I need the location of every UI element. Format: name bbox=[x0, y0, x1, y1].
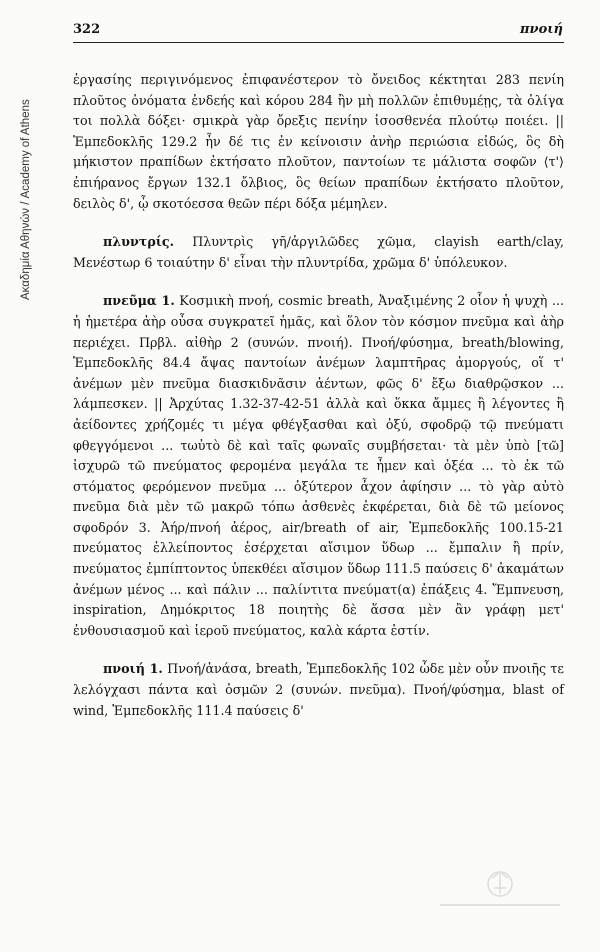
entry-lemma: πλυντρίς. bbox=[103, 234, 175, 250]
entry-pnoie bbox=[73, 659, 564, 721]
entry-body: Πλυντρὶς γῆ/ἀργιλῶδες χῶμα, clayish earth/clay, Μενέστωρ 6 τοιαύτην δ' εἶναι τὴν πλυντρίδα, χρῶμα δ' ὑπόλευκον. bbox=[73, 234, 564, 270]
entry-text bbox=[73, 232, 564, 273]
dictionary-body bbox=[73, 70, 564, 739]
entry-lemma: πνεῦμα 1. bbox=[103, 293, 175, 309]
header-rule bbox=[73, 42, 564, 43]
entry-continued bbox=[73, 70, 564, 214]
entry-plyntris bbox=[73, 232, 564, 273]
entry-text bbox=[73, 659, 564, 721]
entry-pneuma bbox=[73, 291, 564, 641]
entry-body: ἐργασίης περιγινόμενος ἐπιφανέστερον τὸ ὄνειδος κέκτηται 283 πενίη πλοῦτος ὀνόματα ἐνδεής καὶ κόρου 284 ἢν μὴ πολλῶν ἐπιθυμέῃς, τὰ ὀλίγα τοι πολλὰ δόξει· σμικρὰ γὰρ ὄρεξις πενίην ἰσοσθενέα πλούτῳ ποιέει. || Ἐμπεδοκλῆς 129.2 ἦν δέ τις ἐν κείνοισιν ἀνὴρ περιώσια εἰδώς, ὃς δὴ μήκιστον πραπίδων ἐκτήσατο πλοῦτον, παντοίων τε μάλιστα σοφῶν ⟨τ'⟩ ἐπιήρανος ἔργων 132.1 ὄλβιος, ὃς θείων πραπίδων ἐκτήσατο πλοῦτον, δειλὸς δ', ᾧ σκοτόεσσα θεῶν πέρι δόξα μέμηλεν. bbox=[73, 72, 564, 211]
page-number: 322 bbox=[73, 22, 101, 37]
running-header bbox=[73, 22, 563, 40]
entry-lemma: πνοιή 1. bbox=[103, 661, 163, 677]
entry-text bbox=[73, 70, 564, 214]
entry-body: Κοσμικὴ πνοή, cosmic breath, Ἀναξιμένης 2 οἷον ἡ ψυχὴ ... ἡ ἡμετέρα ἀὴρ οὖσα συγκρατεῖ ἡμᾶς, καὶ ὅλον τὸν κόσμον πνεῦμα καὶ ἀὴρ περιέχει. Πρβλ. αἰθὴρ 2 (συνών. πνοιή). Πνοή/φύσημα, breath/blowing, Ἐμπεδοκλῆς 84.4 ἄψας παντοίων ἀνέμων λαμπτῆρας ἀμοργούς, οἵ τ' ἀνέμων μὲν πνεῦμα διασκιδνᾶσιν ἀέντων, φῶς δ' ἔξω διαθρῷσκον ... λάμπεσκεν. || Ἀρχύτας 1.32-37-42-51 ἀλλὰ καὶ ὅκκα ἄμμες ἢ λέγοντες ἢ ἀείδοντες χρήζομές τι μέγα φθέγξασθαι καὶ ὀξύ, σφοδρῷ τῷ πνεύματι φθεγγόμενοι ... τωὐτὸ δὲ καὶ ταῖς φωναῖς συμβήσεται· τὰ μὲν ὑπὸ [τῶ] ἰσχυρῶ τῶ πνεύματος φερομένα μεγάλα τε ἦμεν καὶ ὀξέα ... τὸ ἐκ τῶ στόματος φερόμενον πνεῦμα ... ὀξύτερον ἆχον ἀφίησιν ... τὸ γὰρ αὐτὸ πνεῦμα διὰ μὲν τῶ μακρῶ τόπω ἀσθενὲς ἐκφέρεται, διὰ δὲ τῶ μείονος σφοδρόν 3. Ἀήρ/πνοή ἀέρος, air/breath of air, Ἐμπεδοκλῆς 100.15-21 πνεύματος ἐλλείποντος ἐσέρχεται αἴσιμον ὕδωρ ... ἔμπαλιν ἢ πρίν, πνεύματος ἐμπίπτοντος ὑπεκθέει αἴσιμον ὕδωρ 111.5 παύσεις δ' ἀκαμάτων ἀνέμων μένος ... καὶ πάλιν ... παλίντιτα πνεύματ(α) ἐπάξεις 4. Ἔμπνευση, inspiration, Δημόκριτος 18 ποιητὴς δὲ ἅσσα μὲν ἂν γράφῃ μετ' ἐνθουσιασμοῦ καὶ ἱεροῦ πνεύματος, καλὰ κάρτα ἐστίν. bbox=[73, 293, 564, 638]
entry-body: Πνοή/ἀνάσα, breath, Ἐμπεδοκλῆς 102 ὧδε μὲν οὖν πνοιῆς τε λελόγχασι πάντα καὶ ὀσμῶν 2 (συνών. πνεῦμα). Πνοή/φύσημα, blast of wind, Ἐμπεδοκλῆς 111.4 παύσεις δ' bbox=[73, 661, 564, 718]
entry-text bbox=[73, 291, 564, 641]
academy-watermark-logo bbox=[430, 866, 570, 916]
archive-stamp: Ακαδημία Αθηνών / Academy of Athens bbox=[20, 99, 32, 300]
running-title: πνοιή bbox=[520, 22, 563, 37]
